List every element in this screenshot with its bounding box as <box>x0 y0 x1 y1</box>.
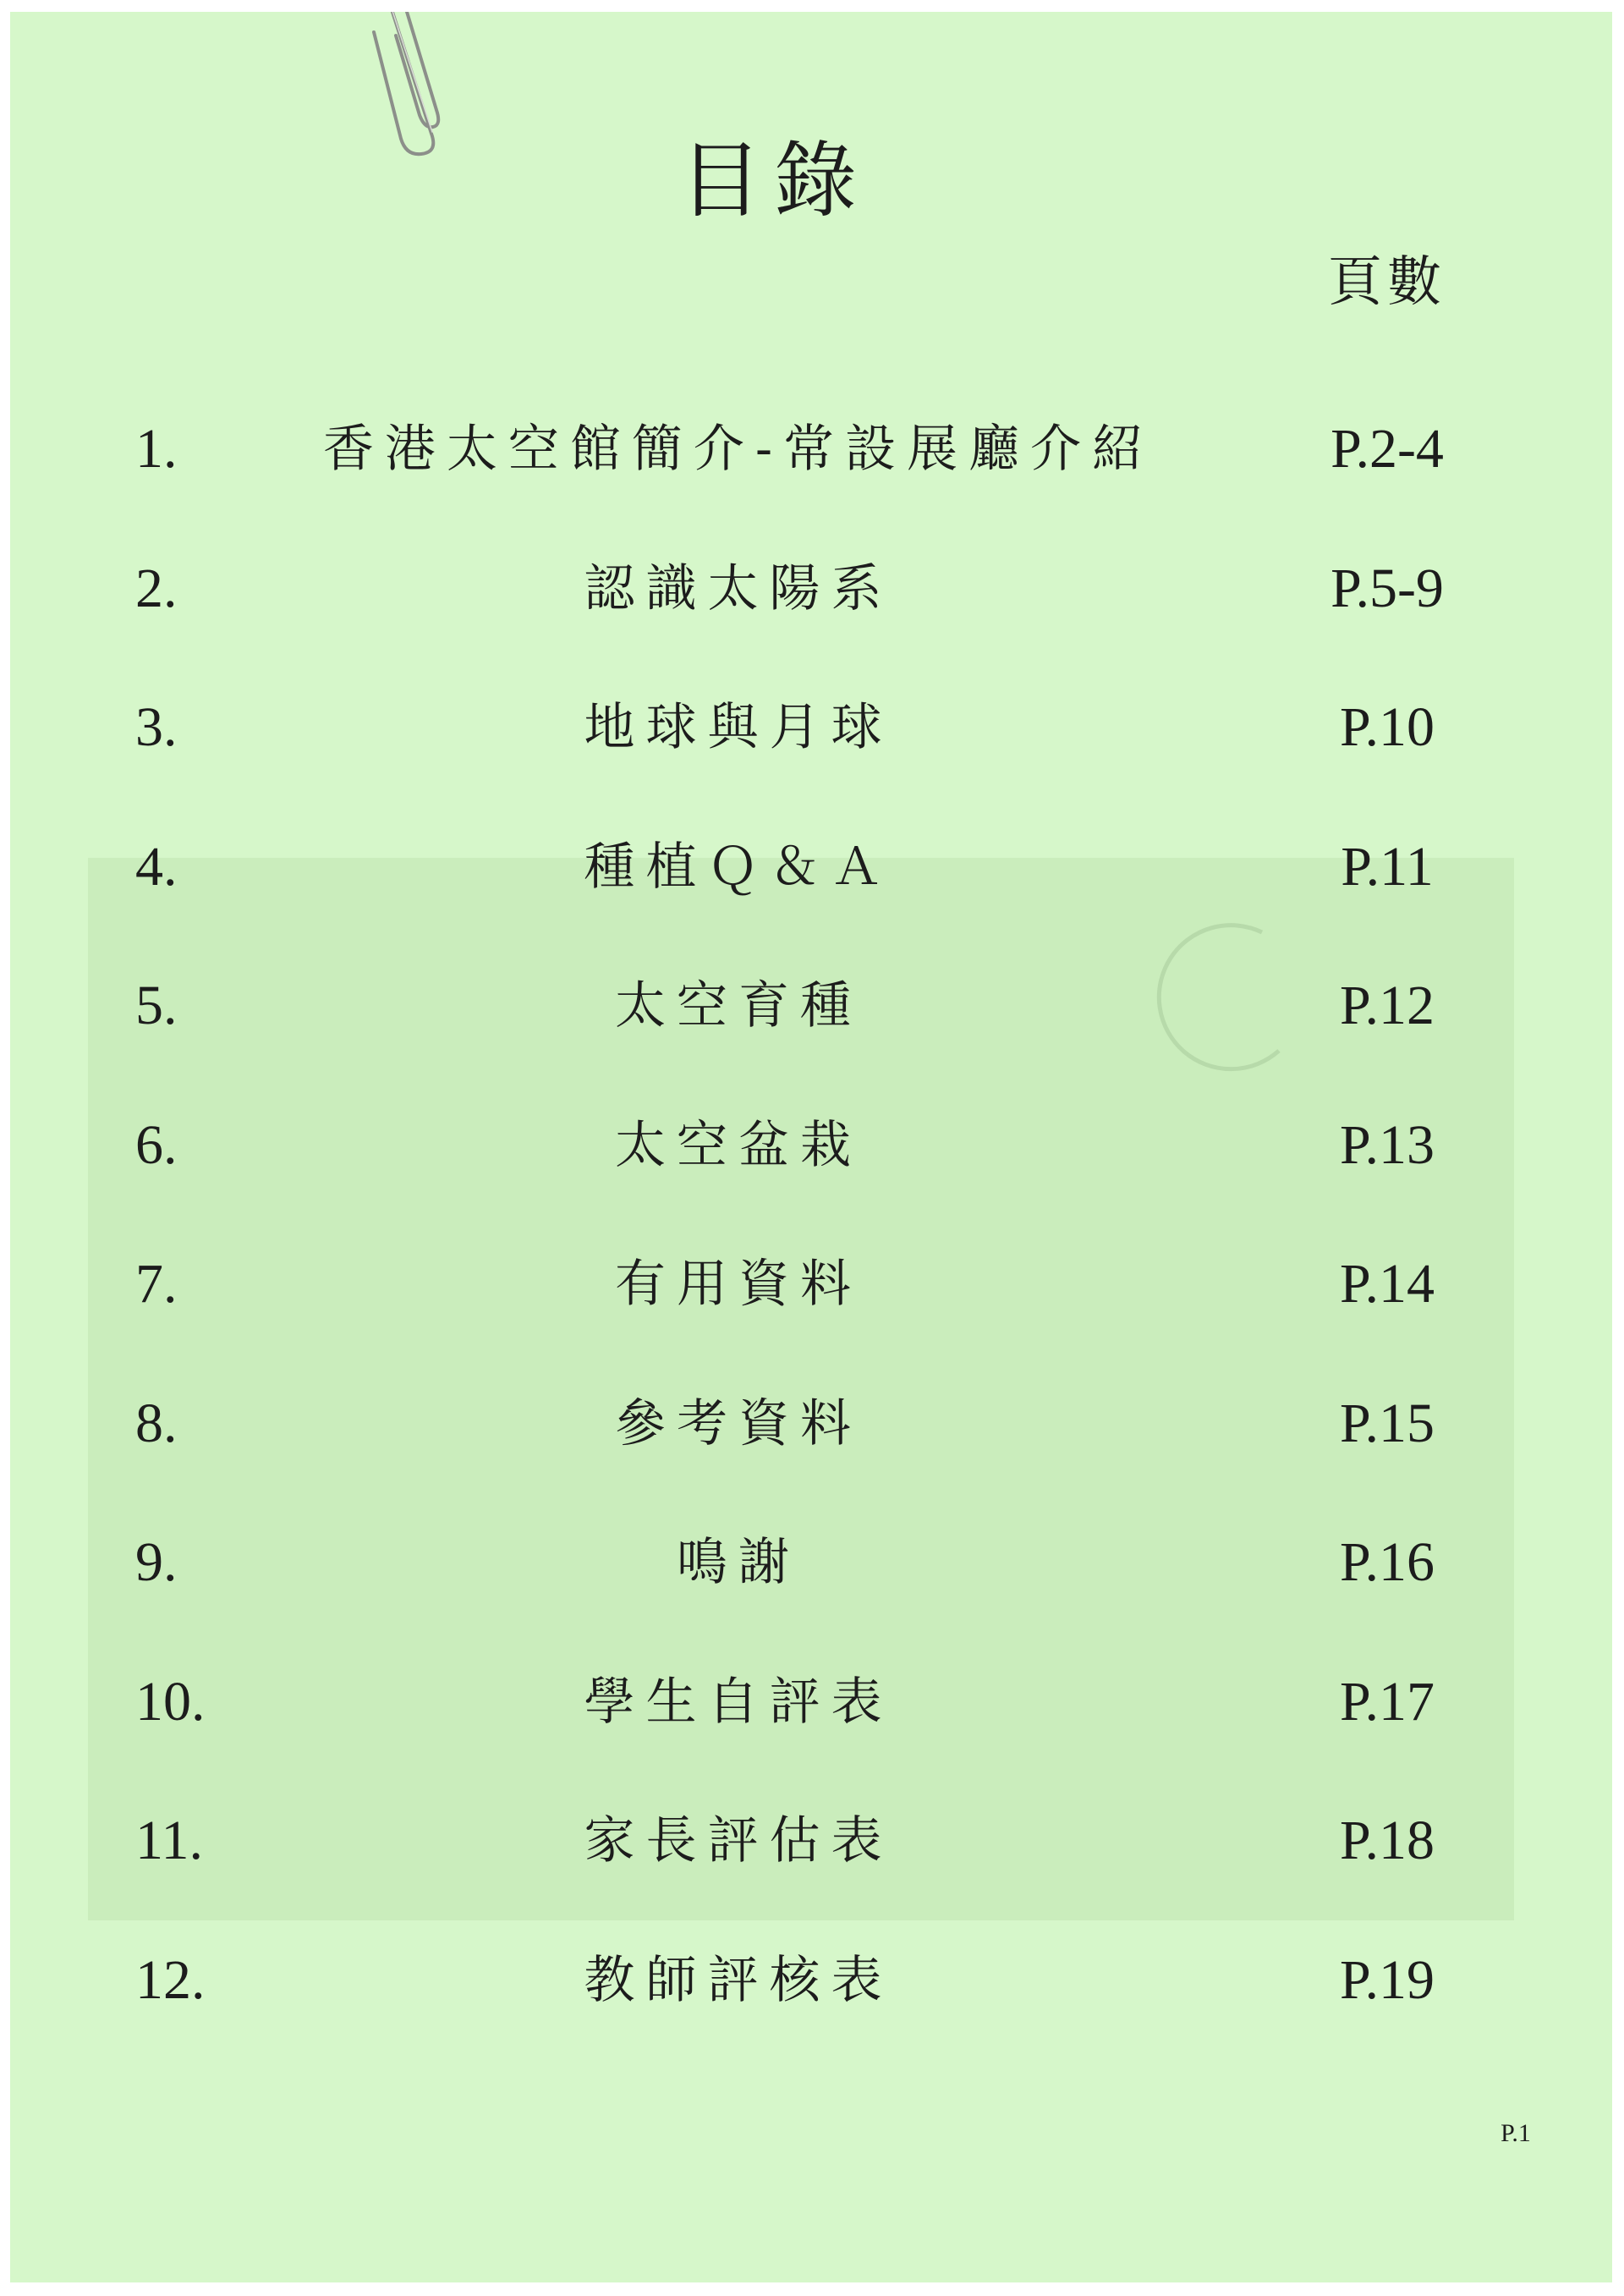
page-number: P.1 <box>1501 2119 1531 2147</box>
toc-pages: P.17 <box>1340 1670 1435 1733</box>
toc-number: 10. <box>135 1670 206 1733</box>
toc-row[interactable] <box>10 1215 1612 1354</box>
toc-title: 種植Ｑ＆Ａ <box>584 837 893 897</box>
toc-row[interactable] <box>10 1076 1612 1216</box>
page-title: 目錄 <box>678 133 869 229</box>
toc-title: 家長評估表 <box>584 1811 893 1870</box>
toc-row[interactable] <box>10 798 1612 937</box>
toc-pages: P.5-9 <box>1330 557 1444 619</box>
page-column-header: 頁數 <box>1328 251 1446 314</box>
toc-pages: P.13 <box>1340 1113 1435 1176</box>
toc-number: 1. <box>135 418 178 480</box>
toc-row[interactable] <box>10 1771 1612 1911</box>
toc-pages: P.11 <box>1341 835 1434 898</box>
toc-row[interactable] <box>10 380 1612 519</box>
toc-pages: P.10 <box>1340 696 1435 758</box>
toc-pages: P.15 <box>1340 1392 1435 1454</box>
toc-title: 香港太空館簡介-常設展廳介紹 <box>322 420 1155 479</box>
toc-pages: P.18 <box>1340 1810 1435 1871</box>
toc-title: 有用資料 <box>615 1255 862 1314</box>
toc-number: 3. <box>135 696 178 758</box>
toc-title: 太空盆栽 <box>615 1115 862 1175</box>
toc-title: 鳴謝 <box>677 1533 800 1592</box>
toc-row[interactable] <box>10 1354 1612 1494</box>
toc-title: 認識太陽系 <box>584 558 893 618</box>
toc-row[interactable] <box>10 1493 1612 1633</box>
toc-row[interactable] <box>10 937 1612 1076</box>
toc-row[interactable] <box>10 1633 1612 1772</box>
toc-title: 地球與月球 <box>584 698 893 757</box>
toc-title: 參考資料 <box>615 1393 862 1453</box>
table-of-contents <box>10 380 1612 2050</box>
toc-number: 12. <box>135 1948 206 2011</box>
toc-row[interactable] <box>10 519 1612 659</box>
toc-number: 6. <box>135 1113 178 1176</box>
toc-number: 8. <box>135 1392 178 1454</box>
toc-number: 7. <box>135 1253 178 1315</box>
toc-title: 教師評核表 <box>584 1950 893 2010</box>
toc-row[interactable] <box>10 658 1612 798</box>
toc-number: 4. <box>135 835 178 898</box>
toc-number: 5. <box>135 975 178 1036</box>
toc-title: 太空育種 <box>615 976 862 1035</box>
toc-row[interactable] <box>10 1911 1612 2051</box>
toc-pages: P.12 <box>1340 975 1435 1036</box>
toc-number: 9. <box>135 1531 178 1593</box>
toc-title: 學生自評表 <box>584 1672 893 1732</box>
toc-pages: P.16 <box>1340 1531 1435 1593</box>
toc-pages: P.14 <box>1340 1253 1435 1315</box>
toc-number: 11. <box>135 1810 204 1871</box>
toc-number: 2. <box>135 557 178 619</box>
toc-pages: P.19 <box>1340 1948 1435 2011</box>
document-page <box>10 12 1612 2282</box>
toc-pages: P.2-4 <box>1330 418 1444 480</box>
